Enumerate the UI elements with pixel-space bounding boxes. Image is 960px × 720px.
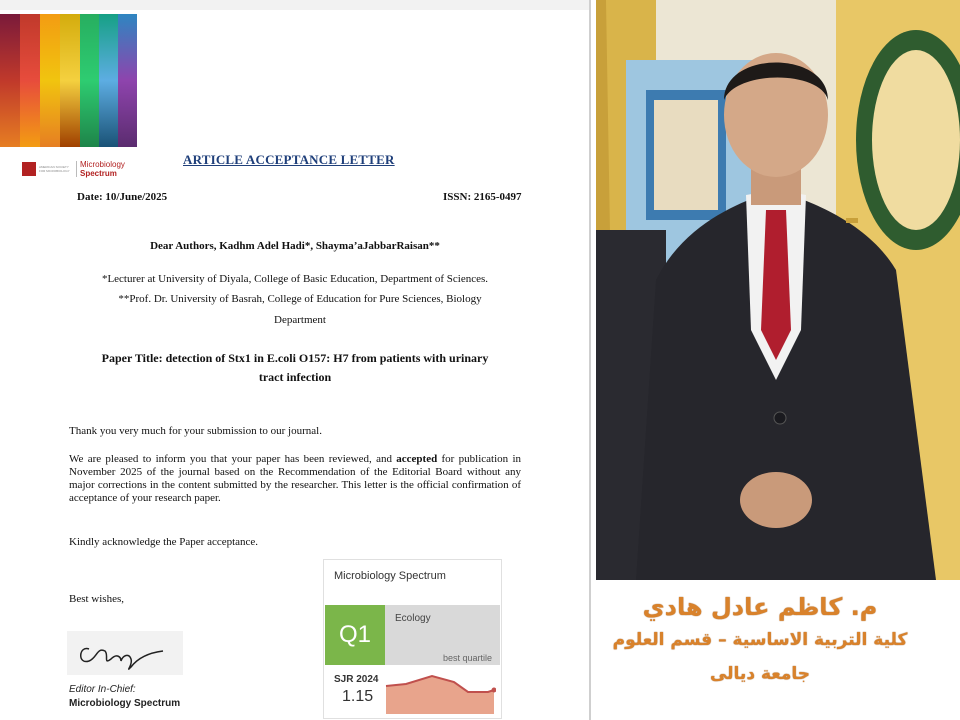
affiliation-2-cont: Department	[274, 314, 326, 326]
sjr-value: 1.15	[342, 688, 374, 705]
acknowledge-line: Kindly acknowledge the Paper acceptance.	[69, 536, 259, 548]
category-name: Ecology	[395, 613, 431, 624]
sjr-trend-sparkline	[384, 668, 496, 714]
logo-journal-name: Microbiology Spectrum	[80, 160, 125, 178]
logo-society-text: AMERICAN SOCIETY FOR MICROBIOLOGY	[39, 165, 70, 173]
editor-signature	[67, 631, 183, 675]
sjr-label: SJR 2024	[334, 674, 379, 685]
paper-title-line1: Paper Title: detection of Stx1 in E.coli O157: H7 from patients with urinary	[101, 351, 489, 365]
affiliation-2: **Prof. Dr. University of Basrah, College of Education for Pure Sciences, Biology	[118, 293, 482, 305]
document-top-margin	[0, 0, 590, 10]
asm-journal-logo	[22, 160, 125, 178]
best-quartile-label: best quartile	[442, 653, 492, 663]
scimago-rank-card	[323, 559, 502, 719]
paper-title-line2: tract infection	[258, 370, 332, 384]
card-journal-title: Microbiology Spectrum	[334, 570, 446, 582]
best-wishes: Best wishes,	[69, 593, 124, 605]
acceptance-paragraph: We are pleased to inform you that your paper has been reviewed, and accepted for publication in November 2025 of the journal based on the Recommendation of the Editorial Board without any major corrections in the content submitted by the researcher. This letter is the official confirmation of acceptance of your research paper.	[69, 453, 522, 504]
author-portrait-photo	[596, 0, 960, 580]
quartile-badge: Q1	[325, 605, 385, 665]
arabic-name: م. كاظم عادل هادي	[642, 593, 878, 621]
letter-date: Date: 10/June/2025	[77, 191, 168, 203]
arabic-college-dept: كلية التربية الاساسية – قسم العلوم	[612, 630, 908, 650]
document-edge	[589, 0, 591, 720]
category-box	[385, 605, 500, 665]
asm-logo-icon	[22, 162, 36, 176]
thanks-paragraph: Thank you very much for your submission to our journal.	[69, 425, 322, 437]
journal-cover-banner	[0, 14, 137, 147]
affiliation-1: *Lecturer at University of Diyala, College of Basic Education, Department of Sciences.	[101, 273, 489, 285]
arabic-university: جامعة ديالى	[709, 664, 811, 684]
journal-issn: ISSN: 2165-0497	[443, 191, 522, 203]
editor-block: Editor In-Chief: Microbiology Spectrum	[69, 684, 181, 709]
dear-authors-line: Dear Authors, Kadhm Adel Hadi*, Shayma’aJabbarRaisan**	[150, 240, 440, 252]
letter-title: ARTICLE ACCEPTANCE LETTER	[183, 152, 395, 167]
